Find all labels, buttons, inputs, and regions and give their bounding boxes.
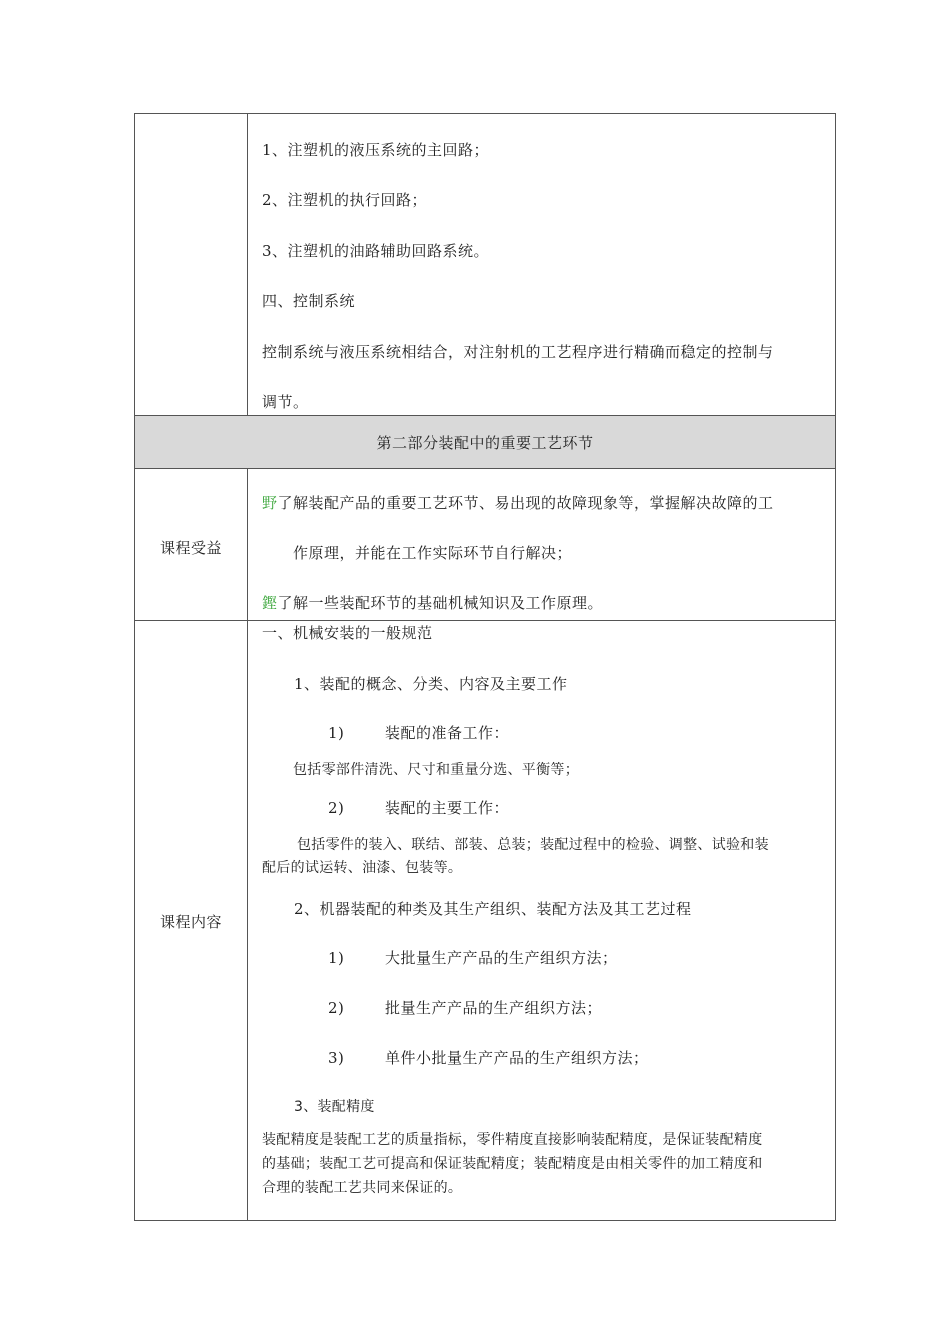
item-description: 包括零件的装入、联结、部装、总装；装配过程中的检验、调整、试验和装 <box>297 837 769 853</box>
benefit-text: 作原理，并能在工作实际环节自行解决； <box>293 544 573 562</box>
content-line: 控制系统与液压系统相结合，对注射机的工艺程序进行精确而稳定的控制与 <box>262 343 774 361</box>
benefit-item <box>262 593 603 613</box>
paragraph-line: 的基础；装配工艺可提高和保证装配精度；装配精度是由相关零件的加工精度和 <box>262 1156 763 1172</box>
benefit-text: 了解一些装配环节的基础机械知识及工作原理。 <box>277 594 604 612</box>
item-description: 配后的试运转、油漆、包装等。 <box>262 860 463 876</box>
item-description: 包括零部件清洗、尺寸和重量分选、平衡等； <box>293 762 579 778</box>
content-subheading: 1、装配的概念、分类、内容及主要工作 <box>294 675 568 693</box>
course-table <box>134 113 836 1221</box>
bullet-mark-icon: 野 <box>262 494 278 512</box>
content-subheading: 3、装配精度 <box>294 1099 375 1115</box>
table-row <box>135 114 835 416</box>
item-number: 1) <box>328 949 345 967</box>
item-text: 批量生产产品的生产组织方法； <box>385 999 603 1017</box>
benefits-label-cell <box>135 469 248 620</box>
item-number: 3) <box>328 1049 345 1067</box>
content-label: 课程内容 <box>159 913 222 931</box>
content-line: 调节。 <box>262 393 309 411</box>
item-text: 装配的主要工作： <box>385 799 510 817</box>
benefits-label: 课程受益 <box>159 539 222 557</box>
item-text: 大批量生产产品的生产组织方法； <box>385 949 618 967</box>
content-heading: 四、控制系统 <box>262 292 356 310</box>
content-heading: 一、机械安装的一般规范 <box>262 624 433 642</box>
content-label-cell <box>135 621 248 1220</box>
item-number: 2) <box>328 999 345 1017</box>
content-line: 1、注塑机的液压系统的主回路； <box>262 141 490 159</box>
section-title: 第二部分装配中的重要工艺环节 <box>376 434 594 452</box>
section-title-row <box>135 416 835 469</box>
benefit-text: 了解装配产品的重要工艺环节、易出现的故障现象等，掌握解决故障的工 <box>277 494 774 512</box>
benefits-row <box>135 469 835 621</box>
benefit-item <box>262 493 774 513</box>
content-line: 3、注塑机的油路辅助回路系统。 <box>262 242 490 260</box>
item-number: 1) <box>328 724 345 742</box>
item-text: 装配的准备工作： <box>385 724 510 742</box>
paragraph-line: 装配精度是装配工艺的质量指标，零件精度直接影响装配精度，是保证装配精度 <box>262 1132 763 1148</box>
content-row <box>135 621 835 1220</box>
bullet-mark-icon: 鏗 <box>262 594 278 612</box>
paragraph-line: 合理的装配工艺共同来保证的。 <box>262 1180 463 1196</box>
content-line: 2、注塑机的执行回路； <box>262 191 428 209</box>
item-number: 2) <box>328 799 345 817</box>
item-text: 单件小批量生产产品的生产组织方法； <box>385 1049 649 1067</box>
empty-label-cell <box>135 114 248 415</box>
content-subheading: 2、机器装配的种类及其生产组织、装配方法及其工艺过程 <box>294 900 692 918</box>
